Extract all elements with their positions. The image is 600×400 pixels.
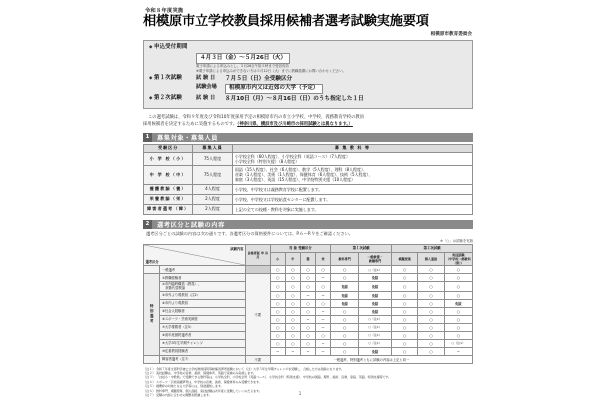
matrix-row xyxy=(144,315,473,323)
matrix-mark-cell: ○ xyxy=(285,291,300,299)
matrix-subheader-7: 個人面接 xyxy=(418,253,444,266)
matrix-mark-cell: − xyxy=(300,315,315,323)
matrix-mark-cell: ○ xyxy=(392,274,418,282)
second-exam-date-value: ８月10日（月）～８月16日（日）のうち指定した１日 xyxy=(225,96,364,103)
matrix-mark-cell: ○ xyxy=(444,291,472,299)
matrix-row xyxy=(144,282,473,291)
cell-count: 2人程度 xyxy=(193,204,232,214)
selection-matrix-table xyxy=(143,244,473,363)
matrix-mark-cell: ○（注1） xyxy=(359,323,392,331)
matrix-mark-cell: ○ xyxy=(392,282,418,291)
matrix-mark-cell: − xyxy=(316,274,331,282)
matrix-mark-cell: ○ xyxy=(444,331,472,339)
fiscal-year-label: 令和８年度実施 xyxy=(145,8,184,14)
matrix-row xyxy=(144,274,473,282)
matrix-mark-cell: ○ xyxy=(300,266,315,274)
matrix-mark-cell: − xyxy=(316,323,331,331)
matrix-mark-cell: ○ xyxy=(392,323,418,331)
header-count: 募集人員 xyxy=(193,144,232,152)
matrix-mark-cell: 免除 xyxy=(331,282,359,291)
application-note-2: ※電子申請による申込みができない方は５月12日（火）までに教職員課にお問い合わせください。 xyxy=(196,69,346,74)
first-exam-date-value: ７月５日（日）全受験区分 xyxy=(225,75,293,82)
key-dates-box xyxy=(143,40,473,109)
matrix-row-label: ⑥スポーツ・芸術実績者 xyxy=(160,315,246,323)
matrix-span-note: 一般選考、特別選考ともに試験の内容は上記と同一 xyxy=(270,355,472,363)
matrix-row-label: ⑧前年度最終選考者 xyxy=(160,331,246,339)
matrix-mark-cell: ○ xyxy=(331,331,359,339)
matrix-row-label: ②市内臨時職員（教員）、 常勤代替教諭 xyxy=(160,282,246,291)
matrix-mark-cell: ○ xyxy=(392,266,418,274)
matrix-mark-cell: − xyxy=(316,347,331,355)
matrix-mark-cell: ○ xyxy=(392,299,418,307)
matrix-mark-cell: ○ xyxy=(418,339,444,347)
matrix-mark-cell: ○ xyxy=(300,299,315,307)
footnote-key: （注２） xyxy=(143,370,156,375)
matrix-mark-cell: ○（注1） xyxy=(359,315,392,323)
matrix-row-label: 一般選考 xyxy=(160,266,246,274)
table-row xyxy=(144,194,473,204)
matrix-mark-cell: ○ xyxy=(418,347,444,355)
matrix-row-label: ①教職経験者 xyxy=(160,274,246,282)
matrix-mark-cell: 免除 xyxy=(331,299,359,307)
matrix-group-label: 特 別 選 考 xyxy=(144,274,160,355)
table-row xyxy=(144,166,473,185)
second-exam-row xyxy=(149,95,467,103)
footnote-text: スポーツ・芸術実績選考は、中学校の音楽、美術、保健体育のみ受験できます。 xyxy=(156,379,262,384)
footnote-text: 教科専門、模擬授業、個人面接、実技試験は次年度に受験していくのだよます。 xyxy=(156,388,262,393)
matrix-subheader-4: 教科専門 xyxy=(331,253,359,266)
section-2-header xyxy=(143,220,473,229)
matrix-mark-cell: ○ xyxy=(300,323,315,331)
matrix-row-label: ③市外より現教員（注2） xyxy=(160,291,246,299)
matrix-mark-cell: ○ xyxy=(300,307,315,315)
content-column xyxy=(143,0,473,397)
matrix-mark-cell: 免除 xyxy=(359,299,392,307)
cell-division: 養護教諭（養） xyxy=(144,184,193,194)
matrix-corner-cell xyxy=(144,245,246,266)
application-period-row xyxy=(149,44,467,74)
table-row xyxy=(144,204,473,214)
matrix-row xyxy=(144,299,473,307)
matrix-mark-cell: ○ xyxy=(270,266,285,274)
matrix-mark-cell: ○ xyxy=(392,331,418,339)
diamond-bullet-icon: ◆ xyxy=(149,75,153,81)
section-2-subtitle: 選考区分ごとの試験の内容は次の通りです。各選考区分の資格要件については、P.６～P.９をご確認ください。 xyxy=(146,231,353,237)
matrix-mark-cell: − xyxy=(316,291,331,299)
first-exam-date-label: 試 験 日 xyxy=(196,74,216,81)
matrix-header-exam1 xyxy=(331,245,392,253)
footnote-key: （注３） xyxy=(143,375,156,380)
matrix-mark-cell: ○ xyxy=(316,331,331,339)
first-exam-label: 第１次試験 xyxy=(154,74,182,81)
footnote-text: 推薦枠の対象となる大学等には、別途通知します。 xyxy=(156,384,224,389)
matrix-row-label: ⑤社会人経験者 xyxy=(160,307,246,315)
first-exam-venue-label: 試験会場 xyxy=(196,83,217,90)
section-1-header xyxy=(143,133,473,142)
matrix-mark-cell: ○ xyxy=(392,347,418,355)
matrix-header-row-1 xyxy=(144,245,473,253)
matrix-mark-cell: ○ xyxy=(418,315,444,323)
matrix-mark-cell: ○（注1） xyxy=(359,331,392,339)
matrix-mark-cell: ○ xyxy=(392,291,418,299)
matrix-row xyxy=(144,291,473,299)
matrix-mark-cell: ○ xyxy=(418,307,444,315)
matrix-subheader-5: 一般教養・ 教職専門 xyxy=(359,253,392,266)
application-period-value: ４月３日（金）～５月26日（火） xyxy=(196,53,290,63)
matrix-mark-cell: ○ xyxy=(444,307,472,315)
matrix-mark-cell: ○ xyxy=(331,307,359,315)
matrix-mark-cell: ○ xyxy=(270,282,285,291)
matrix-mark-cell: ○ xyxy=(270,274,285,282)
matrix-mark-cell: ○ xyxy=(331,347,359,355)
matrix-mark-cell: 免除 xyxy=(359,307,392,315)
matrix-mark-cell: ○ xyxy=(444,315,472,323)
matrix-row xyxy=(144,331,473,339)
matrix-mark-cell: − xyxy=(300,291,315,299)
matrix-subheader-2: 養 xyxy=(300,253,315,266)
intro-line-2a: 採用候補者を決定するために実施するものです。 xyxy=(143,121,238,127)
matrix-mark-cell: ○ xyxy=(418,331,444,339)
matrix-row xyxy=(144,307,473,315)
footnote-key: （注５） xyxy=(143,384,156,389)
first-exam-venue-value: 相模原市内又は近郊の大学（予定） xyxy=(225,84,323,94)
matrix-mark-cell: ○ xyxy=(444,323,472,331)
matrix-subheader-3: 栄 xyxy=(316,253,331,266)
matrix-cert-cell: 不要 xyxy=(245,274,270,355)
matrix-mark-cell: ○ xyxy=(392,315,418,323)
matrix-mark-cell: ○ xyxy=(270,291,285,299)
matrix-mark-cell: ○ xyxy=(418,266,444,274)
matrix-subheader-1: 中 xyxy=(285,253,300,266)
matrix-header-exam2-label: 第２次試験 xyxy=(423,246,441,251)
matrix-mark-cell: − xyxy=(270,347,285,355)
matrix-mark-cell: 免除 xyxy=(359,347,392,355)
footnote-key: （注１） xyxy=(143,366,156,371)
matrix-mark-cell: ○ xyxy=(300,331,315,339)
matrix-row-label: ⑩定着教員経験者 xyxy=(160,347,246,355)
matrix-mark-cell: − xyxy=(444,347,472,355)
matrix-mark-cell: ○ xyxy=(270,323,285,331)
matrix-mark-cell: ○ xyxy=(285,282,300,291)
matrix-mark-cell: ○ xyxy=(418,323,444,331)
matrix-mark-cell: ○ xyxy=(444,266,472,274)
matrix-mark-cell: ○ xyxy=(392,307,418,315)
matrix-mark-cell: ○ xyxy=(331,339,359,347)
diamond-bullet-icon: ◆ xyxy=(149,44,153,50)
matrix-mark-cell: ○ xyxy=(331,266,359,274)
footnote-text: 実技試験は、中学校の音楽、美術、保健体育、英語で実施のみ実施します。 xyxy=(156,370,256,375)
footnote-key: （注７） xyxy=(143,392,156,397)
cell-division: 障害者選考（障） xyxy=(144,204,193,214)
matrix-mark-cell: ○ xyxy=(300,274,315,282)
section-1-title: 募集対象・募集人員 xyxy=(157,134,219,142)
matrix-mark-cell: ○ xyxy=(300,282,315,291)
application-period-label: 申込受付期間 xyxy=(154,43,188,50)
matrix-subheader-8: 実技試験 （中学校一部教科 （保）） xyxy=(445,253,471,266)
matrix-header-exam1-label: 第１次試験 xyxy=(352,246,370,251)
matrix-mark-cell: ○ xyxy=(270,307,285,315)
recruitment-table-header-row xyxy=(144,144,473,152)
cell-division: 栄養教諭（栄） xyxy=(144,194,193,204)
matrix-mark-cell: ○（注1） xyxy=(444,339,472,347)
matrix-mark-cell: ○ xyxy=(418,299,444,307)
matrix-mark-cell: 免除 xyxy=(444,299,472,307)
matrix-mark-cell: ○ xyxy=(270,331,285,339)
matrix-mark-cell: ○ xyxy=(418,282,444,291)
matrix-mark-cell: ○ xyxy=(331,274,359,282)
issuer-label: 相模原市教育委員会 xyxy=(430,31,472,37)
matrix-mark-cell: 免除 xyxy=(359,274,392,282)
matrix-mark-cell: − xyxy=(285,347,300,355)
matrix-mark-cell: ○ xyxy=(418,291,444,299)
page-title: 相模原市立学校教員採用候補者選考試験実施要項 xyxy=(143,14,429,29)
matrix-mark-cell: ○ xyxy=(270,315,285,323)
intro-paragraph xyxy=(143,114,473,128)
matrix-header-cert-label: 自格者証 申 出 月 xyxy=(247,251,269,260)
intro-line-1: この選考試験は、令和９年度及び令和10年度採用予定の相模原市内の市立小学校、中学校、義務教育学校の教員 xyxy=(148,114,365,120)
matrix-mark-cell: 免除 xyxy=(331,291,359,299)
matrix-header-target xyxy=(270,245,331,253)
matrix-cert-cell xyxy=(245,266,270,274)
second-exam-date-label: 試 験 日 xyxy=(196,95,216,102)
matrix-mark-cell: ○ xyxy=(316,266,331,274)
footnote-key: （注４） xyxy=(143,379,156,384)
header-division: 受験区分 xyxy=(144,144,193,152)
matrix-mark-cell: ○ xyxy=(285,315,300,323)
matrix-mark-cell: ○ xyxy=(285,323,300,331)
matrix-row xyxy=(144,347,473,355)
matrix-mark-cell: − xyxy=(316,339,331,347)
matrix-mark-cell: ○ xyxy=(418,274,444,282)
matrix-corner-top-label: 試験内容 xyxy=(230,246,244,251)
matrix-mark-cell: ○（注1） xyxy=(359,339,392,347)
cell-division: 小 学 校（小） xyxy=(144,152,193,165)
table-row xyxy=(144,184,473,194)
footnote-text: 受験の内容に合わせの調整を配慮します。 xyxy=(156,392,212,397)
section-2-title: 選考区分と試験の内容 xyxy=(157,221,225,229)
matrix-group-cell xyxy=(144,355,160,363)
section-1-number: 1 xyxy=(143,133,152,142)
footnote-text: 令和７年度文部科学省公立学校教員採用等候補者選考試験において（注）大学３年生早期チャレンジを受験し、合格した方は免除になります。 xyxy=(156,366,344,371)
matrix-header-exam2 xyxy=(392,245,473,253)
matrix-mark-cell: ○ xyxy=(316,282,331,291)
matrix-row xyxy=(144,266,473,274)
footnote-text: 「ほぼ小・中教員」で受験できる教科等は、小学校全科、小学校全科（英語コース）、小学校全科（特別支援）、中学校の国語、理科、美術、音楽、家庭、英語、特別支援等です。 xyxy=(156,375,391,380)
second-exam-label: 第２次試験 xyxy=(154,95,182,102)
matrix-mark-cell: ○（注1） xyxy=(359,266,392,274)
matrix-mark-cell: ○ xyxy=(316,299,331,307)
matrix-header-cert xyxy=(245,245,270,266)
matrix-mark-cell: ○ xyxy=(285,331,300,339)
matrix-row xyxy=(144,323,473,331)
matrix-mark-cell: ○ xyxy=(331,323,359,331)
matrix-group-cell xyxy=(144,266,160,274)
diamond-bullet-icon: ◆ xyxy=(149,96,153,102)
matrix-mark-cell: − xyxy=(316,307,331,315)
cell-count: 2人程度 xyxy=(193,194,232,204)
cell-count: 4人程度 xyxy=(193,184,232,194)
cell-subjects: 上記の全ての校種・教科を対象に実施します。 xyxy=(232,204,472,214)
intro-emphasis: （神奈川県、横浜市及び川崎市の採用試験とは異なります。） xyxy=(237,121,353,127)
matrix-mark-cell: ○ xyxy=(285,274,300,282)
recruitment-table xyxy=(143,144,473,215)
matrix-mark-cell: − xyxy=(316,315,331,323)
matrix-mark-cell: ○ xyxy=(444,282,472,291)
application-note-1: 電子申請による申込みとし、５月26日午後５時まで受信有効 xyxy=(196,64,289,69)
matrix-row-label: ⑦大学推薦者（注5） xyxy=(160,323,246,331)
cell-count: 75人程度 xyxy=(193,166,232,185)
section-2-unit-note: ※「○」は試験を実施 xyxy=(440,239,473,244)
matrix-row-label: ④市内より現教員 xyxy=(160,299,246,307)
footnote-key: （注６） xyxy=(143,388,156,393)
header-subjects: 募 集 教 科 等 xyxy=(232,144,472,152)
table-row xyxy=(144,152,473,165)
cell-subjects: 小学校、中学校又は学校給食センターに配置します。 xyxy=(232,194,472,204)
matrix-mark-cell: ○ xyxy=(331,315,359,323)
first-exam-row xyxy=(149,75,467,94)
matrix-mark-cell: ○ xyxy=(285,266,300,274)
matrix-mark-cell: ○ xyxy=(285,339,300,347)
cell-subjects: 小学校全科（60人程度）、小学校全科（英語コース）（7人程度） 小学校全科（特別支援）（8人程度） xyxy=(232,152,472,165)
matrix-mark-cell: ○ xyxy=(285,299,300,307)
cell-count: 75人程度 xyxy=(193,152,232,165)
matrix-corner-bottom-label: 選考区分 xyxy=(145,260,159,265)
section-2-number: 2 xyxy=(143,220,152,229)
matrix-header-target-label: 対 象 受験区分 xyxy=(289,246,312,251)
matrix-mark-cell: 免除 xyxy=(359,282,392,291)
matrix-subheader-6: 模擬授業 xyxy=(392,253,418,266)
first-exam-venue-row xyxy=(196,84,467,94)
matrix-mark-cell: ○ xyxy=(270,339,285,347)
matrix-row-label: 障害者選考（注7） xyxy=(160,355,246,363)
matrix-mark-cell: 免除 xyxy=(359,291,392,299)
matrix-mark-cell: ○ xyxy=(300,339,315,347)
matrix-mark-cell: ○ xyxy=(444,274,472,282)
matrix-mark-cell: − xyxy=(300,347,315,355)
matrix-row xyxy=(144,355,473,363)
matrix-subheader-0: 小 xyxy=(270,253,285,266)
matrix-cert-cell: 不要 xyxy=(245,355,270,363)
cell-subjects: 小学校、中学校又は義務教育学校に配置します。 xyxy=(232,184,472,194)
matrix-row-label: ⑨大学3年生早期チャレンジ xyxy=(160,339,246,347)
matrix-mark-cell: ○ xyxy=(392,339,418,347)
matrix-mark-cell: ○ xyxy=(285,307,300,315)
matrix-mark-cell: ○ xyxy=(270,299,285,307)
cell-division: 中 学 校（中） xyxy=(144,166,193,185)
matrix-row xyxy=(144,339,473,347)
page-number: 1 xyxy=(298,391,302,396)
cell-subjects: 国語（15人程度）、社会（6人程度）、数学（5人程度）、理科（8人程度）、 音楽（1人程度）、美術（1人程度）、保健体育（6人程度）、技術（5人程度）、 家庭（3人程度）、英語（15人程度）、中学校特別支援（10人程度） xyxy=(232,166,472,185)
